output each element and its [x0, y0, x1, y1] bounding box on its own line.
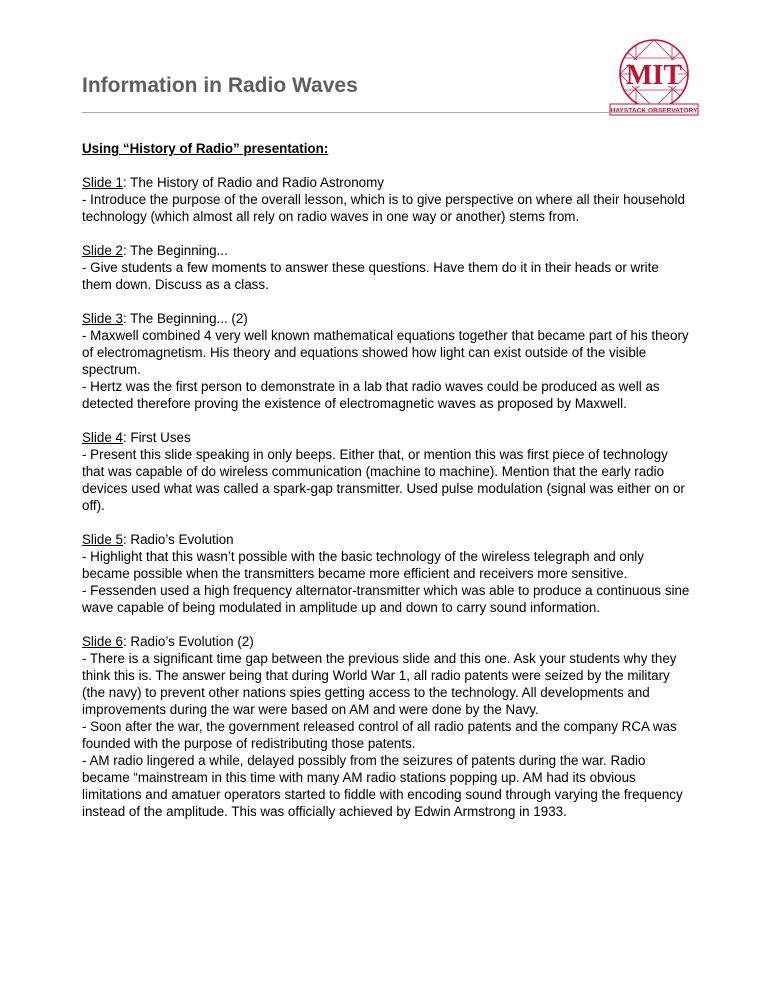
slide-title: : The Beginning... (2): [122, 311, 248, 326]
slide-label: Slide 5: [82, 532, 123, 547]
slide-label: Slide 6: [82, 634, 123, 649]
slide-note: - Fessenden used a high frequency alternator-transmitter which was able to produce a continuous sine wave capable of being modulated in amplitude up and down to carry sound information.: [82, 583, 690, 615]
logo-caption: HAYSTACK OBSERVATORY: [610, 107, 698, 115]
slide-label: Slide 3: [82, 311, 123, 326]
slide-note: - Soon after the war, the government released control of all radio patents and the company RCA was founded with the purpose of redistributing those patents.: [82, 719, 677, 751]
section-subtitle: Using “History of Radio” presentation:: [82, 141, 329, 156]
slide-section-1: [82, 174, 692, 225]
slide-section-5: [82, 531, 692, 616]
slide-title: : Radio’s Evolution: [122, 532, 234, 547]
slide-title: : The History of Radio and Radio Astronomy: [122, 175, 384, 190]
slide-note: - Highlight that this wasn’t possible with the basic technology of the wireless telegraph and only became possible when the transmitters became more efficient and receivers more sensitive.: [82, 549, 644, 581]
slide-title: : The Beginning...: [122, 243, 228, 258]
slide-label: Slide 4: [82, 430, 123, 445]
slide-note: - AM radio lingered a while, delayed possibly from the seizures of patents during the war. Radio became “mainstream in this time with many AM radio stations popping up. AM had its obvious limitations and amatuer operators started to fiddle with encoding sound through varying the frequency instead of the amplitude. This was officially achieved by Edwin Armstrong in 1933.: [82, 753, 683, 819]
slide-note: - Introduce the purpose of the overall lesson, which is to give perspective on where all their household technology (which almost all rely on radio waves in one way or another) stems from.: [82, 192, 685, 224]
slide-note: - Present this slide speaking in only beeps. Either that, or mention this was first piece of technology that was capable of do wireless communication (machine to machine). Mention that the early radio devices used what was called a spark-gap transmitter. Used pulse modulation (signal was either on or off).: [82, 447, 685, 513]
document-body: [82, 140, 692, 837]
slide-label: Slide 1: [82, 175, 123, 190]
logo-mit-text: MIT: [626, 60, 682, 91]
slide-note: - Give students a few moments to answer these questions. Have them do it in their heads or write them down. Discuss as a class.: [82, 260, 659, 292]
slide-section-6: [82, 633, 692, 820]
slide-section-2: [82, 242, 692, 293]
slide-note: - There is a significant time gap between the previous slide and this one. Ask your students why they think this is. The answer being that during World War 1, all radio patents were seized by the military (the navy) to prevent other nations spies getting access to the technology. All developments and improvements during the war were based on AM and were done by the Navy.: [82, 651, 677, 717]
header-divider: [82, 112, 684, 113]
slide-title: : First Uses: [122, 430, 191, 445]
slide-note: - Maxwell combined 4 very well known mathematical equations together that became part of his theory of electromagnetism. His theory and equations showed how light can exist outside of the visible spectrum.: [82, 328, 689, 377]
slide-section-4: [82, 429, 692, 514]
mit-haystack-logo: [608, 38, 700, 118]
slide-label: Slide 2: [82, 243, 123, 258]
page-title: Information in Radio Waves: [82, 74, 358, 97]
slide-title: : Radio’s Evolution (2): [122, 634, 254, 649]
slide-note: - Hertz was the first person to demonstrate in a lab that radio waves could be produced as well as detected therefore proving the existence of electromagnetic waves as proposed by Maxwell.: [82, 379, 660, 411]
slide-section-3: [82, 310, 692, 412]
